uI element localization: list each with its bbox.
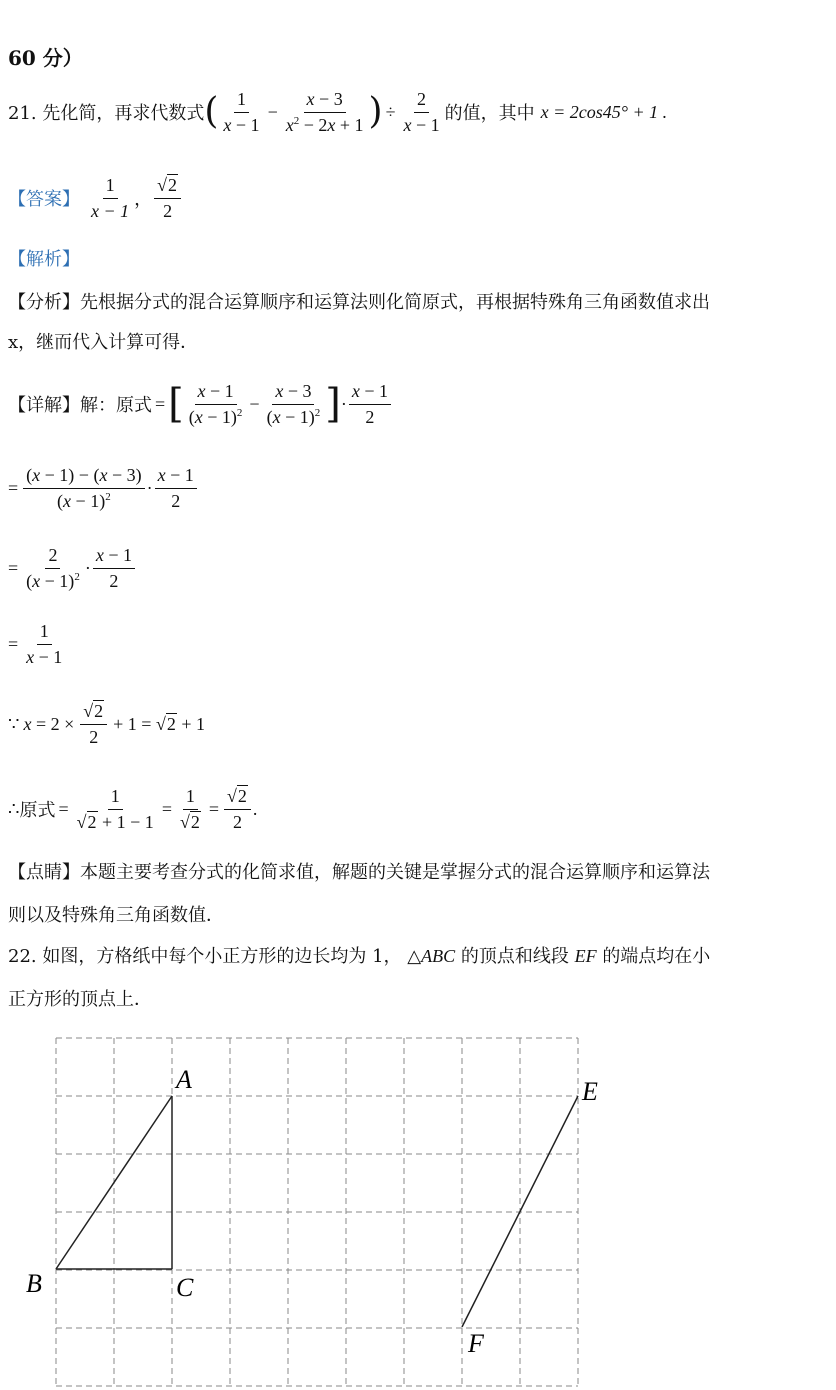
q22-text-b: 的顶点和线段 bbox=[460, 946, 569, 967]
answer-tag: 【答案】 bbox=[8, 189, 80, 210]
question-21-label: 21. 先化简，再求代数式 bbox=[8, 103, 205, 124]
fraction-2-over-x-minus-1: $\frac{2}{x - 1}$ bbox=[403, 88, 440, 135]
solution-line-5: ∵ x = 2 × $\frac{√2}{2}$ + 1 = √2 + 1 bbox=[8, 700, 205, 747]
solution-line-6: ∴ 原式 = $\frac{1}{√2 + 1 - 1}$ = $\frac{1}{√2}$ = $\frac{√2}{2}$ . bbox=[8, 785, 258, 832]
xiangjie-lead: 解：原式 bbox=[80, 395, 152, 416]
fraction-x-minus-3: $\frac{x - 3}{x^2 - 2x + 1}$ bbox=[285, 88, 364, 135]
q22-segment: EF bbox=[574, 946, 597, 966]
dianjing-tag: 【点睛】 bbox=[8, 862, 80, 883]
xiangjie-tag: 【详解】 bbox=[8, 395, 80, 416]
fenxi-text-1: 先根据分式的混合运算顺序和运算法则化简原式，再根据特殊角三角函数值求出 bbox=[80, 292, 710, 313]
label-c: C bbox=[176, 1273, 194, 1302]
q22-text-c: 的端点均在小 bbox=[602, 946, 711, 967]
dianjing-text-1: 本题主要考查分式的化简求值，解题的关键是掌握分式的混合运算顺序和运算法 bbox=[80, 862, 710, 883]
right-paren: ) bbox=[368, 91, 383, 132]
answer-line bbox=[8, 166, 183, 230]
answer-fraction: $\frac{1}{x - 1}$ bbox=[91, 174, 130, 221]
fenxi-line-2: x，继而代入计算可得． bbox=[8, 332, 199, 353]
question-22-line-1 bbox=[8, 942, 710, 968]
label-f: F bbox=[468, 1329, 484, 1358]
answer-value: $\frac{√2}{2}$ bbox=[154, 175, 181, 221]
dianjing-line-2: 则以及特殊角三角函数值． bbox=[8, 905, 224, 926]
label-e: E bbox=[582, 1077, 598, 1106]
label-a: A bbox=[176, 1065, 192, 1094]
grid-figure bbox=[0, 1020, 836, 1390]
solution-line-2: = $\frac{(x - 1) - (x - 3)}{(x - 1)^2}$ · $\frac{x - 1}{2}$ bbox=[8, 456, 199, 520]
because-symbol: ∵ bbox=[8, 713, 20, 734]
solution-line-1: 【详解】 解：原式 = [ $\frac{x - 1}{(x - 1)^2}$ − $\frac{x - 3}{(x - 1)^2}$ ] · $\frac{x - 1}{2}$ bbox=[8, 372, 393, 436]
q22-triangle: △ABC bbox=[407, 946, 456, 966]
label-b: B bbox=[26, 1269, 42, 1298]
yuanshi-label: 原式 bbox=[19, 800, 56, 820]
section-score: 60 分） bbox=[8, 46, 83, 70]
fraction-1-over-x-minus-1: $\frac{1}{x - 1}$ bbox=[223, 88, 260, 135]
q22-text-a: 22. 如图，方格纸中每个小正方形的边长均为 1， bbox=[8, 946, 402, 967]
analysis-tag: 【解析】 bbox=[8, 249, 80, 270]
dashed-grid bbox=[56, 1038, 578, 1386]
question-21-tail: 的值，其中 bbox=[444, 103, 535, 124]
solution-line-3: = $\frac{2}{(x - 1)^2}$ · $\frac{x - 1}{2}$ bbox=[8, 536, 137, 600]
solution-line-4: = $\frac{1}{x - 1}$ bbox=[8, 620, 63, 667]
dianjing-line-1 bbox=[8, 858, 710, 884]
question-21-condition: x = 2cos45° + 1 . bbox=[540, 101, 668, 122]
question-22-line-2: 正方形的顶点上． bbox=[8, 989, 152, 1010]
answer-separator: ， bbox=[134, 189, 153, 210]
therefore-symbol: ∴ bbox=[8, 798, 20, 819]
fenxi-tag: 【分析】 bbox=[8, 292, 80, 313]
left-paren: ( bbox=[204, 91, 219, 132]
question-21: 21. 先化简，再求代数式 ( $\frac{1}{x - 1}$ − $\frac{x - 3}{x^2 - 2x + 1}$ ) ÷ $\frac{2}{x - 1}$ 的值，其中 x = 2cos45° + 1 . bbox=[8, 88, 668, 135]
fenxi-line-1 bbox=[8, 288, 710, 314]
